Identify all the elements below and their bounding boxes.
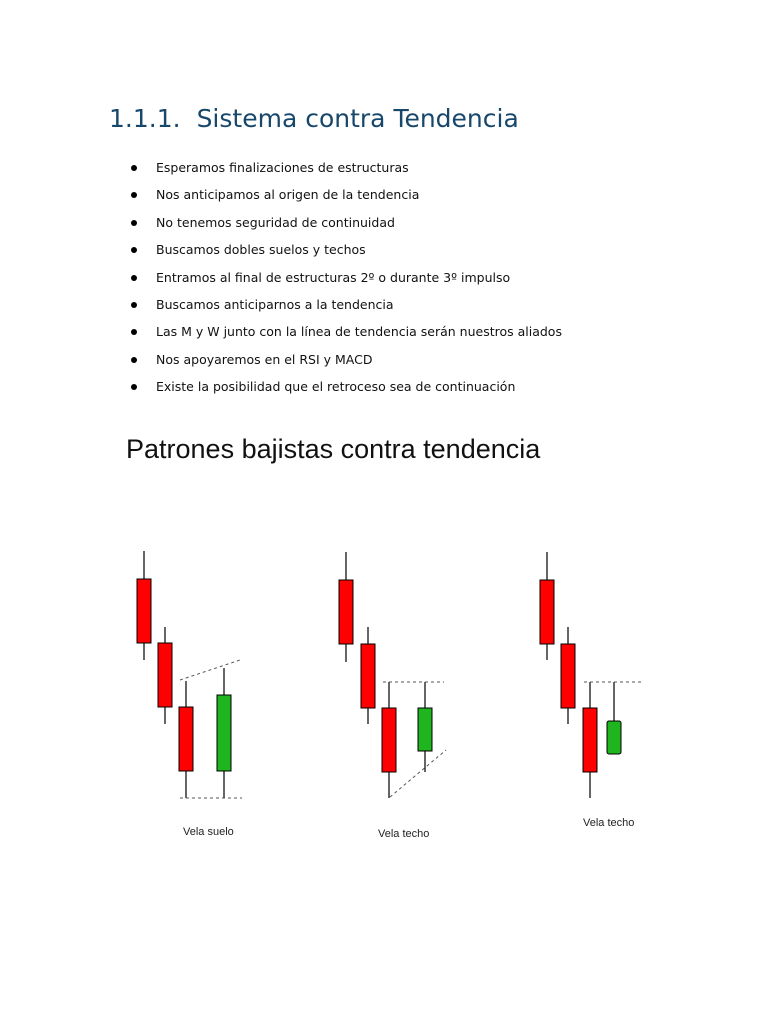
trend-line — [390, 750, 446, 797]
pattern-caption: Vela techo — [378, 828, 430, 840]
trend-line — [180, 660, 240, 680]
bullish-candle — [607, 721, 621, 754]
bearish-candle — [382, 708, 396, 772]
list-item-text: Nos apoyaremos en el RSI y MACD — [156, 351, 373, 367]
pattern-vela-suelo — [137, 551, 242, 838]
bearish-candle — [137, 579, 151, 643]
list-item-text: Buscamos anticiparnos a la tendencia — [156, 296, 394, 312]
pattern-caption: Vela techo — [583, 817, 635, 829]
list-item-text: No tenemos seguridad de continuidad — [156, 214, 395, 230]
bearish-candle — [583, 708, 597, 772]
list-item-text: Buscamos dobles suelos y techos — [156, 242, 366, 258]
list-item-text: Nos anticipamos al origen de la tendencia — [156, 187, 420, 203]
pattern-caption: Vela suelo — [183, 826, 234, 838]
bearish-candle — [540, 580, 554, 644]
bearish-candle — [339, 580, 353, 644]
bearish-candle — [158, 643, 172, 707]
bullish-candle — [217, 695, 231, 771]
bullish-candle — [418, 708, 432, 751]
pattern-vela-techo-2 — [540, 552, 644, 829]
list-item-text: Las M y W junto con la línea de tendencia serán nuestros aliados — [156, 324, 562, 340]
list-item-text: Entramos al final de estructuras 2º o durante 3º impulso — [156, 269, 511, 285]
bearish-candle — [561, 644, 575, 708]
list-item-text: Esperamos finalizaciones de estructuras — [156, 160, 409, 175]
bearish-candle — [179, 707, 193, 771]
list-item-text: Existe la posibilidad que el retroceso sea de continuación — [156, 379, 516, 395]
bearish-candle — [361, 644, 375, 708]
section-number: 1.1.1. — [109, 104, 181, 133]
figure-title: Patrones bajistas contra tendencia — [126, 434, 541, 464]
section-title: Sistema contra Tendencia — [196, 104, 519, 133]
pattern-vela-techo-1 — [339, 552, 446, 840]
